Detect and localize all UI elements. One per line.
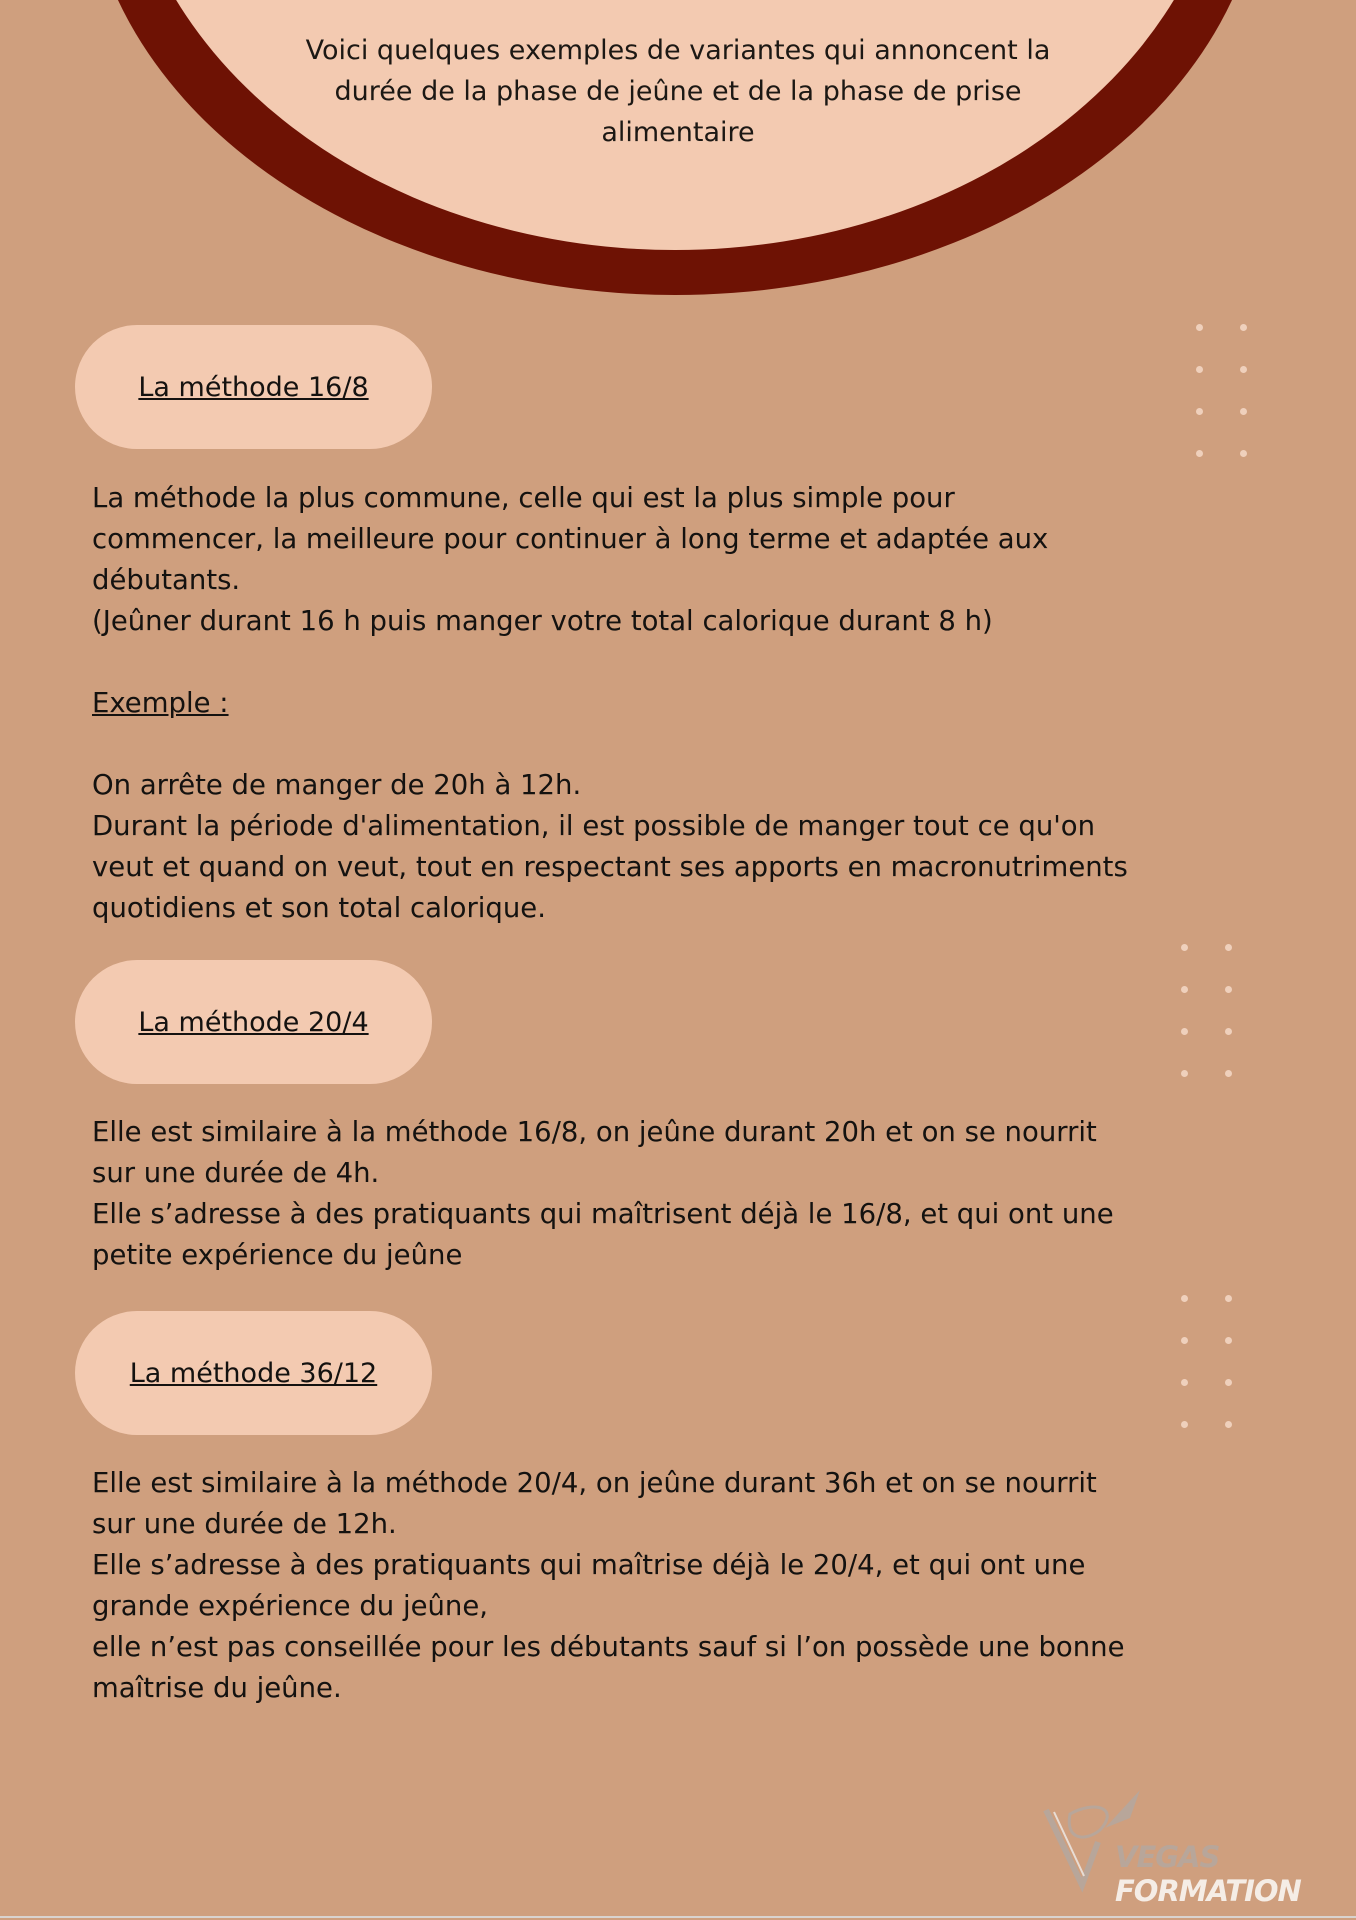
section-title: La méthode 36/12 bbox=[129, 1357, 378, 1389]
section-title: La méthode 16/8 bbox=[138, 371, 369, 403]
section-title-pill-36-12 bbox=[75, 1311, 432, 1435]
paragraph: (Jeûner durant 16 h puis manger votre total calorique durant 8 h) bbox=[92, 605, 993, 637]
logo-wordmark: VEGAS FORMATION bbox=[1115, 1840, 1301, 1908]
decorative-dots bbox=[1181, 944, 1234, 1077]
paragraph: Elle s’adresse à des pratiquants qui maîtrise déjà le 20/4, et qui ont une grande expérience du jeûne, bbox=[92, 1549, 1086, 1622]
section-title-pill-16-8 bbox=[75, 325, 432, 449]
section-title-pill-20-4 bbox=[75, 960, 432, 1084]
paragraph: Elle est similaire à la méthode 16/8, on jeûne durant 20h et on se nourrit sur une durée de 4h. bbox=[92, 1116, 1097, 1189]
decorative-dots bbox=[1181, 1295, 1234, 1428]
paragraph: On arrête de manger de 20h à 12h. bbox=[92, 769, 582, 801]
example-label: Exemple : bbox=[92, 687, 229, 719]
section-body-36-12 bbox=[92, 1463, 1132, 1709]
page-bottom-border bbox=[0, 1916, 1356, 1918]
section-title: La méthode 20/4 bbox=[138, 1006, 369, 1038]
paragraph: La méthode la plus commune, celle qui est la plus simple pour commencer, la meilleure pour continuer à long terme et adaptée aux débutants. bbox=[92, 482, 1049, 596]
paragraph: Durant la période d'alimentation, il est possible de manger tout ce qu'on veut et quand on veut, tout en respectant ses apports en macronutriments quotidiens et son total calorique. bbox=[92, 810, 1128, 924]
paragraph: Elle s’adresse à des pratiquants qui maîtrisent déjà le 16/8, et qui ont une petite expérience du jeûne bbox=[92, 1198, 1114, 1271]
section-body-20-4 bbox=[92, 1112, 1132, 1276]
intro-text: Voici quelques exemples de variantes qui annoncent la durée de la phase de jeûne et de la phase de prise alimentaire bbox=[305, 35, 1051, 148]
decorative-dots bbox=[1196, 324, 1249, 457]
paragraph: Elle est similaire à la méthode 20/4, on jeûne durant 36h et on se nourrit sur une durée de 12h. bbox=[92, 1467, 1097, 1540]
paragraph: elle n’est pas conseillée pour les débutants sauf si l’on possède une bonne maîtrise du jeûne. bbox=[92, 1631, 1125, 1704]
section-body-16-8 bbox=[92, 478, 1132, 929]
